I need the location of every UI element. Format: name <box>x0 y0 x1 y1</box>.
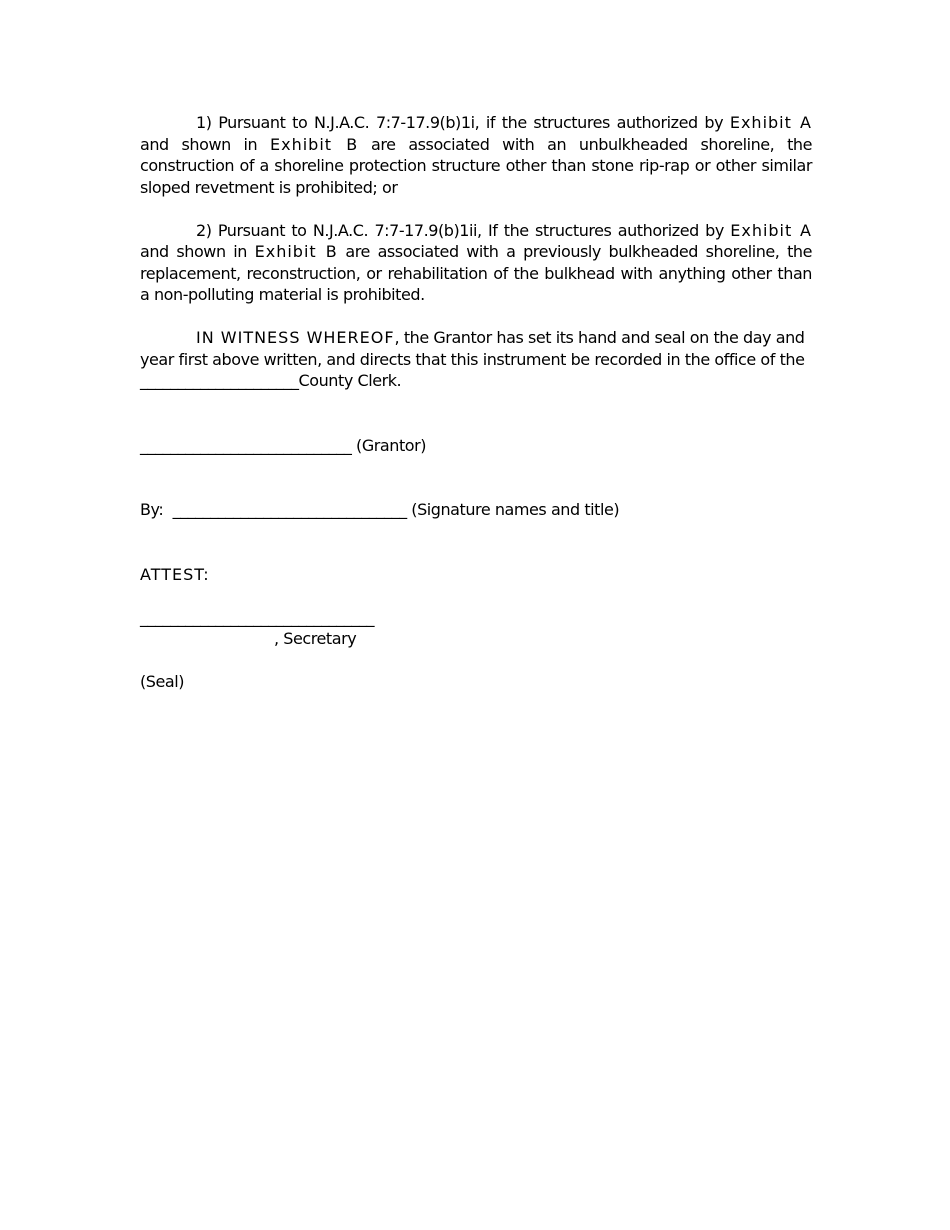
para1-exhibit-b: Exhibit B <box>270 134 359 154</box>
para2-tail: are associated with a previously bulkheaded shoreline, the replacement, reconstruction, or rehabilitation of the bulkhead with anything other than a non-polluting material is prohibited. <box>140 242 812 304</box>
witness-line3: _____________________County Clerk. <box>140 371 402 390</box>
secretary-label: , Secretary <box>274 629 357 648</box>
para1-mid: and shown in <box>140 134 270 154</box>
grantor-signature-line: ____________________________ (Grantor) <box>140 435 427 455</box>
paragraph-bulkheaded <box>140 220 812 306</box>
witness-line1: , the Grantor has set its hand and seal on the day and <box>394 328 805 347</box>
document-page <box>140 112 812 693</box>
para2-exhibit-b: Exhibit B <box>254 242 338 261</box>
attest-label: ATTEST: <box>140 564 210 584</box>
attest-signature-line: _______________________________ <box>140 607 375 627</box>
witness-clause <box>140 327 812 349</box>
witness-line2: year first above written, and directs that this instrument be recorded in the office of the <box>140 349 805 369</box>
para2-exhibit-a: Exhibit A <box>730 220 812 240</box>
seal-label: (Seal) <box>140 672 185 691</box>
witness-heading: IN WITNESS WHEREOF <box>196 328 395 347</box>
para1-lead: 1) Pursuant to N.J.A.C. 7:7-17.9(b)1i, if the structures authorized by <box>196 113 730 132</box>
paragraph-unbulkheaded <box>140 112 812 198</box>
para2-lead: 2) Pursuant to N.J.A.C. 7:7-17.9(b)1ii, If the structures authorized by <box>196 220 731 240</box>
para1-tail: are associated with an unbulkheaded shoreline, the construction of a shoreline protection structure other than stone rip-rap or other similar sloped revetment is prohibited; or <box>140 134 812 197</box>
para2-mid: and shown in <box>140 242 255 261</box>
by-signature-line: By: _______________________________ (Signature names and title) <box>140 500 620 519</box>
para1-exhibit-a: Exhibit A <box>729 113 812 132</box>
